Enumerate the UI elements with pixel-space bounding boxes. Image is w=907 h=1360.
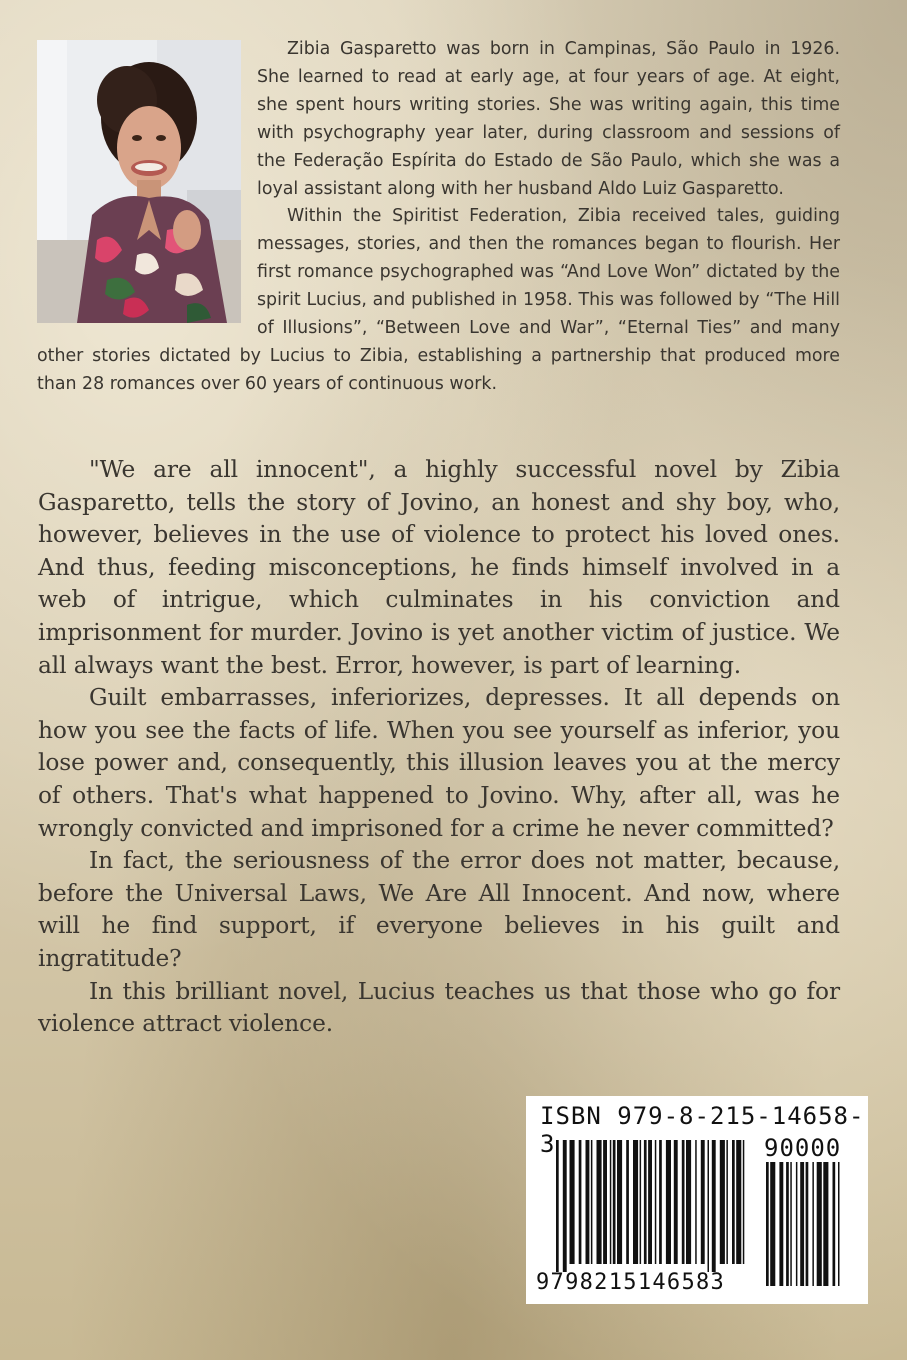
barcode-bar: [666, 1140, 671, 1264]
barcode-bar: [603, 1140, 607, 1264]
barcode-digits: 9798215146583: [536, 1270, 726, 1295]
barcode-bar: [701, 1140, 705, 1264]
barcode-bar: [682, 1140, 685, 1264]
barcode-bar: [770, 1162, 775, 1286]
barcode-bar: [833, 1162, 836, 1286]
barcode-bar: [726, 1140, 728, 1264]
addon-code-label: 90000: [764, 1134, 842, 1162]
barcode-bar: [695, 1140, 697, 1264]
barcode-bar: [720, 1140, 725, 1264]
barcode-bar: [800, 1162, 804, 1286]
bio-paragraph: Within the Spiritist Federation, Zibia received tales, guiding messages, stories, and then the romances began to flourish. Her first romance psychographed was “And Love Won” dictated by the spirit Lucius, and published in 1958. This was followed by “The Hill of Illusions”, “Between Love and War”, “Eternal Ties” and many other stories dictated by Lucius to Zibia, establishing a partnership that produced more than 28 romances over 60 years of continuous work.: [37, 206, 840, 394]
barcode-bar: [712, 1140, 716, 1272]
description-paragraph: Guilt embarrasses, inferiorizes, depresses. It all depends on how you see the facts of life. When you see yourself as inferior, you lose power and, consequently, this illusion leaves you at the mercy of others. That's what happened to Jovino. Why, after all, was he wrongly convicted and imprisoned for a crime he never committed?: [38, 684, 840, 842]
barcode-bar: [817, 1162, 822, 1286]
barcode-bar: [591, 1140, 593, 1264]
barcode-bar: [790, 1162, 792, 1286]
barcode-bar: [796, 1162, 798, 1286]
barcode-bar: [674, 1140, 678, 1264]
barcode-bar: [812, 1162, 814, 1286]
barcode-bar: [743, 1140, 745, 1264]
barcode-bar: [570, 1140, 575, 1264]
barcode-bar: [732, 1140, 735, 1264]
barcode-bar: [655, 1140, 657, 1264]
barcode-bar: [613, 1140, 616, 1264]
barcode-bar: [579, 1140, 582, 1264]
barcode-bar: [556, 1140, 559, 1272]
barcode-bar: [659, 1140, 662, 1264]
barcode-bar: [686, 1140, 691, 1264]
barcode-bar: [633, 1140, 638, 1264]
description-paragraph: In fact, the seriousness of the error does not matter, because, before the Universal Laws, We Are All Innocent. And now, where will he find support, if everyone believes in his guilt and ingratitude?: [38, 847, 840, 972]
barcode-bar: [597, 1140, 602, 1264]
description-paragraph: In this brilliant novel, Lucius teaches us that those who go for violence attract violence.: [38, 977, 840, 1038]
barcode-bar: [626, 1140, 629, 1264]
barcode-bar: [736, 1140, 741, 1264]
barcode-bar: [610, 1140, 612, 1264]
barcode-bar: [823, 1162, 828, 1286]
barcode-bar: [648, 1140, 652, 1264]
bio-paragraph: Zibia Gasparetto was born in Campinas, São Paulo in 1926. She learned to read at early age, at four years of age. At eight, she spent hours writing stories. She was writing again, this time with psychography year later, during classroom and sessions of the Federação Espírita do Estado de São Paulo, which she was a loyal assistant along with her husband Aldo Luiz Gasparetto.: [257, 39, 840, 199]
barcode-bar: [779, 1162, 783, 1286]
isbn-barcode: [526, 1096, 868, 1304]
barcode-bar: [766, 1162, 769, 1286]
author-bio: [37, 36, 840, 399]
isbn-label: ISBN 979-8-215-14658-3: [540, 1102, 865, 1158]
barcode-bar: [617, 1140, 622, 1264]
barcode-bar: [786, 1162, 789, 1286]
book-description: [38, 454, 840, 1041]
barcode-bar: [586, 1140, 590, 1264]
barcode-bar: [644, 1140, 647, 1264]
barcode-bar: [806, 1162, 809, 1286]
barcode-bar: [640, 1140, 642, 1264]
barcode-bar: [708, 1140, 710, 1272]
barcode-bar: [563, 1140, 567, 1272]
barcode-bar: [838, 1162, 840, 1286]
description-paragraph: "We are all innocent", a highly successful novel by Zibia Gasparetto, tells the story of Jovino, an honest and shy boy, who, however, believes in the use of violence to protect his loved ones. And thus, feeding misconceptions, he finds himself involved in a web of intrigue, which culminates in his conviction and imprisonment for murder. Jovino is yet another victim of justice. We all always want the best. Error, however, is part of learning.: [38, 456, 840, 679]
